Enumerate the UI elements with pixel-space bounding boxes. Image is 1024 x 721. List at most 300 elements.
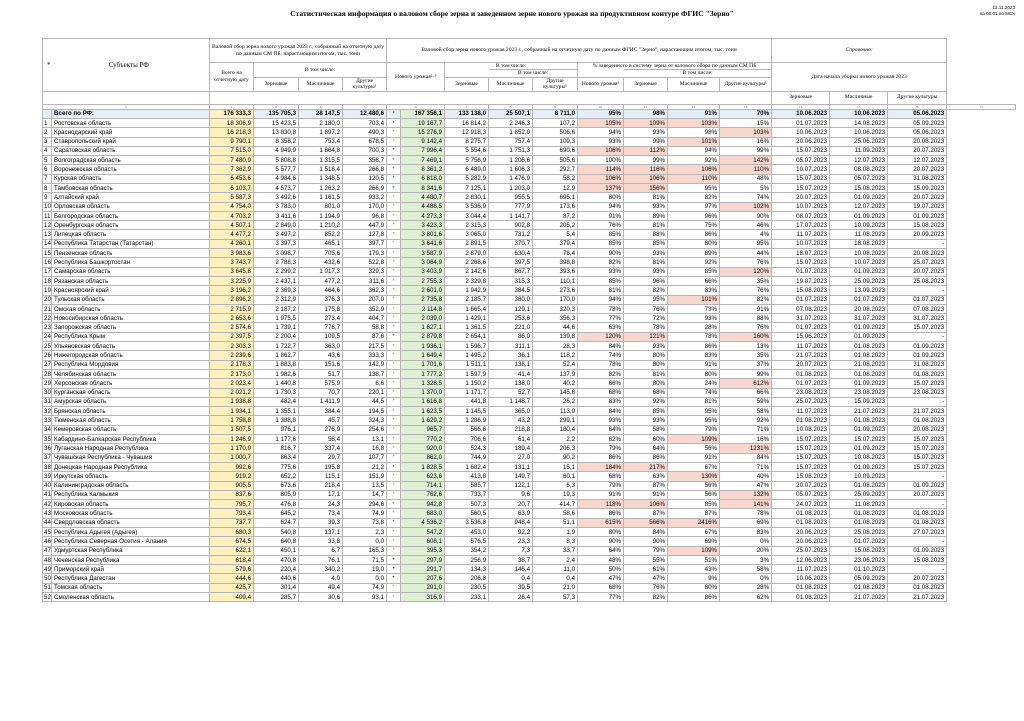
percent-cell: 95% xyxy=(668,407,720,416)
percent-cell: 76% xyxy=(720,258,772,267)
percent-cell: 51% xyxy=(668,555,720,564)
date-cell: 15.07.2023 xyxy=(888,453,947,462)
region-name: Республика Калмыкия xyxy=(52,490,210,499)
percent-cell: 63% xyxy=(578,323,624,332)
column-number: 5 xyxy=(343,104,387,109)
value-cell: 176 333,3 xyxy=(210,109,254,118)
value-cell: 3 743,7 xyxy=(210,258,254,267)
value-cell: 170,0 xyxy=(343,202,387,211)
date-cell: 01.09.2023 xyxy=(830,332,888,341)
date-cell: 11.08.2023 xyxy=(830,230,888,239)
percent-cell: 116% xyxy=(624,165,668,174)
percent-cell: 81% xyxy=(624,369,668,378)
row-index: 39 xyxy=(44,472,51,480)
percent-cell: 99% xyxy=(720,146,772,155)
value-cell: 39,5 xyxy=(489,583,533,592)
percent-cell: 74% xyxy=(668,388,720,397)
percent-cell: 109% xyxy=(668,435,720,444)
row-index: 51 xyxy=(44,584,51,592)
region-name: Смоленская область xyxy=(52,593,210,602)
date-cell: 07.08.2023 xyxy=(888,304,947,313)
new-harvest-value: 15 276,9 xyxy=(401,128,445,137)
date-cell: 01.09.2023 xyxy=(830,425,888,434)
percent-cell: 83% xyxy=(668,351,720,360)
percent-cell: 93% xyxy=(578,416,624,425)
percent-cell: 96% xyxy=(668,211,720,220)
row-index: 43 xyxy=(44,510,51,518)
value-cell: 948,4 xyxy=(489,518,533,527)
date-cell: 25.06.2023 xyxy=(830,137,888,146)
date-cell: 01.08.2023 xyxy=(772,416,830,425)
percent-cell: 99% xyxy=(624,137,668,146)
value-cell: 30,6 xyxy=(299,593,343,602)
star-marker: * xyxy=(47,60,51,69)
table-row xyxy=(43,118,1016,127)
region-name: Пензенская область xyxy=(52,249,210,258)
value-cell: 1 361,5 xyxy=(445,323,489,332)
row-index: 32 xyxy=(44,407,51,415)
grain3-header: Зерновые xyxy=(624,77,668,91)
percent-cell: 66% xyxy=(668,276,720,285)
value-cell: 57,3 xyxy=(533,593,578,602)
value-cell: 440,6 xyxy=(254,574,299,583)
date-cell: 20.08.2023 xyxy=(888,249,947,258)
percent-cell: 94% xyxy=(578,202,624,211)
new-harvest-value: 291,0 xyxy=(401,583,445,592)
value-cell: 1 507,5 xyxy=(210,425,254,434)
row-index: 31 xyxy=(44,398,51,406)
value-cell: 74,9 xyxy=(343,583,387,592)
percent-cell: 90% xyxy=(578,249,624,258)
new-harvest-value: 1 328,5 xyxy=(401,379,445,388)
row-index: 25 xyxy=(44,342,51,350)
column-number: 3 xyxy=(254,104,299,109)
table-row xyxy=(43,332,1016,341)
percent-cell: 80% xyxy=(668,369,720,378)
status-dot: • xyxy=(387,351,401,360)
date-cell: 05.07.2023 xyxy=(772,490,830,499)
region-name: Республика Крым xyxy=(52,332,210,341)
new-harvest-value: 4 273,3 xyxy=(401,211,445,220)
value-cell: 109,3 xyxy=(533,137,578,146)
percent-cell: 15% xyxy=(720,118,772,127)
value-cell: 1 982,6 xyxy=(254,369,299,378)
value-cell: 680,3 xyxy=(210,527,254,536)
value-cell: 2 178,3 xyxy=(210,360,254,369)
value-cell: 12 918,3 xyxy=(445,128,489,137)
region-name: Брянская область xyxy=(52,407,210,416)
table-row xyxy=(43,565,1016,574)
row-index: 15 xyxy=(44,249,51,257)
value-cell: 1 286,9 xyxy=(445,416,489,425)
date-cell: 10.06.2023 xyxy=(830,128,888,137)
percent-cell: 76% xyxy=(624,583,668,592)
column-number: 8 xyxy=(489,104,533,109)
value-cell: 379,4 xyxy=(533,239,578,248)
date-cell: 10.07.2023 xyxy=(830,258,888,267)
table-row xyxy=(43,574,1016,583)
value-cell: 76,1 xyxy=(299,555,343,564)
column-number: 12 xyxy=(668,104,720,109)
row-index: 42 xyxy=(44,500,51,508)
value-cell: 1 682,4 xyxy=(445,462,489,471)
column-number: 1 xyxy=(43,104,210,109)
value-cell: 2 896,2 xyxy=(210,295,254,304)
new-harvest-value: 547,2 xyxy=(401,527,445,536)
percent-cell: 82% xyxy=(668,193,720,202)
value-cell: 575,9 xyxy=(299,379,343,388)
value-cell: 2 200,4 xyxy=(254,332,299,341)
table-row xyxy=(43,304,1016,313)
date-cell: 31.08.2023 xyxy=(888,174,947,183)
region-name: Орловская область xyxy=(52,202,210,211)
value-cell: 450,1 xyxy=(254,546,299,555)
value-cell: 25 507,1 xyxy=(489,109,533,118)
date-cell: 01.09.2023 xyxy=(888,342,947,351)
value-cell: 482,4 xyxy=(254,397,299,406)
value-cell: 744,9 xyxy=(445,453,489,462)
status-dot: • xyxy=(387,425,401,434)
date-cell: - xyxy=(888,565,947,574)
row-index: 49 xyxy=(44,565,51,573)
grain-statistics-table xyxy=(42,38,1016,602)
percent-cell: 86% xyxy=(578,453,624,462)
value-cell: 776,7 xyxy=(299,323,343,332)
region-name: Республика Башкортостан xyxy=(52,258,210,267)
value-cell: 16 814,2 xyxy=(445,118,489,127)
percent-cell: 114% xyxy=(578,165,624,174)
value-cell: 138,0 xyxy=(489,379,533,388)
value-cell: 706,6 xyxy=(445,435,489,444)
value-cell: 2 023,4 xyxy=(210,379,254,388)
value-cell: 58,2 xyxy=(533,174,578,183)
value-cell: 44,6 xyxy=(533,323,578,332)
region-name: Омская область xyxy=(52,304,210,313)
value-cell: 441,8 xyxy=(445,397,489,406)
percent-cell: 5% xyxy=(720,184,772,193)
value-cell: 8 358,2 xyxy=(254,137,299,146)
table-row xyxy=(43,267,1016,276)
value-cell: 17,1 xyxy=(299,490,343,499)
date-cell: 10.08.2023 xyxy=(772,425,830,434)
value-cell: 9,6 xyxy=(489,490,533,499)
new-harvest-value: 1 627,1 xyxy=(401,323,445,332)
value-cell: 220,4 xyxy=(254,565,299,574)
date-cell: 05.09.2023 xyxy=(888,118,947,127)
table-row xyxy=(43,230,1016,239)
new-harvest-value: 623,6 xyxy=(401,472,445,481)
percent-cell: 97% xyxy=(668,202,720,211)
percent-cell: 80% xyxy=(578,193,624,202)
percent-cell: 81% xyxy=(624,221,668,230)
value-cell: 78,4 xyxy=(533,249,578,258)
new-harvest-value: 8 361,2 xyxy=(401,165,445,174)
column-number: 14 xyxy=(772,104,830,109)
percent-cell: 130% xyxy=(668,472,720,481)
percent-cell: 3% xyxy=(720,555,772,564)
region-name: Московская область xyxy=(52,509,210,518)
status-dot: • xyxy=(387,146,401,155)
column-number: 17 xyxy=(947,104,1016,109)
value-cell: 299,1 xyxy=(533,416,578,425)
value-cell: 5 808,8 xyxy=(254,156,299,165)
value-cell: 1 177,6 xyxy=(254,435,299,444)
date-cell: 10.08.2023 xyxy=(830,453,888,462)
row-index: 2 xyxy=(43,128,52,137)
grain2-header: Зерновые xyxy=(445,77,489,91)
table-row xyxy=(43,184,1016,193)
date-cell: 01.07.2023 xyxy=(772,295,830,304)
date-cell: 23.08.2023 xyxy=(772,388,830,397)
percent-cell: 66% xyxy=(720,388,772,397)
column-number: 7 xyxy=(445,104,489,109)
value-cell: 18 306,9 xyxy=(210,118,254,127)
value-cell: 3 536,9 xyxy=(445,202,489,211)
value-cell: 2 142,6 xyxy=(445,267,489,276)
value-cell: 127,8 xyxy=(343,230,387,239)
oil3-header: Масличные xyxy=(668,77,720,91)
value-cell: 2 299,2 xyxy=(254,267,299,276)
value-cell: 955,5 xyxy=(489,193,533,202)
new-harvest-value: 3 064,9 xyxy=(401,258,445,267)
date-cell: 11.08.2023 xyxy=(830,500,888,509)
date-cell: 27.07.2023 xyxy=(888,527,947,536)
value-cell: 757,4 xyxy=(489,137,533,146)
percent-cell: 59% xyxy=(720,397,772,406)
value-cell: 365,0 xyxy=(489,407,533,416)
value-cell: 522,8 xyxy=(343,258,387,267)
value-cell: 863,4 xyxy=(254,453,299,462)
table-row xyxy=(43,146,1016,155)
row-index: 33 xyxy=(44,417,51,425)
percent-cell: 37% xyxy=(720,360,772,369)
region-name: Липецкая область xyxy=(52,230,210,239)
value-cell: 2 830,1 xyxy=(445,193,489,202)
value-cell: 170,0 xyxy=(533,295,578,304)
percent-cell: 93% xyxy=(624,202,668,211)
percent-cell: 58% xyxy=(720,407,772,416)
status-dot: • xyxy=(387,286,401,295)
value-cell: 566,6 xyxy=(445,425,489,434)
value-cell: 1 511,1 xyxy=(445,360,489,369)
value-cell: 7 125,1 xyxy=(445,184,489,193)
value-cell: 477,2 xyxy=(299,276,343,285)
value-cell: 173,6 xyxy=(533,202,578,211)
value-cell: 3 397,3 xyxy=(254,239,299,248)
value-cell: 2 303,3 xyxy=(210,342,254,351)
value-cell: 38,7 xyxy=(489,555,533,564)
date-cell: 01.07.2023 xyxy=(830,295,888,304)
value-cell: 524,3 xyxy=(445,444,489,453)
region-name: Тульская область xyxy=(52,295,210,304)
value-cell: 777,9 xyxy=(489,202,533,211)
percent-cell: 78% xyxy=(624,323,668,332)
region-name: Луганская Народная Республика xyxy=(52,444,210,453)
value-cell: 43,6 xyxy=(299,351,343,360)
status-dot: • xyxy=(387,509,401,518)
row-index: 28 xyxy=(44,370,51,378)
value-cell: 465,1 xyxy=(299,239,343,248)
value-cell: 8 275,7 xyxy=(445,137,489,146)
percent-cell: 48% xyxy=(578,555,624,564)
value-cell: 1 596,7 xyxy=(445,342,489,351)
percent-cell: 80% xyxy=(624,360,668,369)
percent-cell: 99% xyxy=(720,369,772,378)
percent-cell: 93% xyxy=(578,137,624,146)
percent-cell: 83% xyxy=(720,527,772,536)
percent-cell: 106% xyxy=(624,174,668,183)
value-cell: 992,6 xyxy=(210,462,254,471)
date-cell: 19.07.2023 xyxy=(772,276,830,285)
date-cell: 15.08.2023 xyxy=(830,184,888,193)
date-cell: 12.06.2023 xyxy=(772,555,830,564)
percent-cell: 67% xyxy=(668,527,720,536)
value-cell: 220,1 xyxy=(343,388,387,397)
percent-cell: 71% xyxy=(720,462,772,471)
percent-cell: 85% xyxy=(668,500,720,509)
value-cell: 362,3 xyxy=(343,286,387,295)
value-cell: 26,4 xyxy=(489,593,533,602)
table-row xyxy=(43,527,1016,536)
percent-cell: 76% xyxy=(720,323,772,332)
percent-cell: 80% xyxy=(668,583,720,592)
row-index: 19 xyxy=(44,286,51,294)
percent-cell: 103% xyxy=(720,128,772,137)
percent-cell: 68% xyxy=(624,388,668,397)
percent-cell: 77% xyxy=(578,314,624,323)
value-cell: 2 397,5 xyxy=(210,332,254,341)
percent-cell: 84% xyxy=(720,453,772,462)
value-cell: 852,2 xyxy=(299,230,343,239)
region-name: Донецкая Народная Республика xyxy=(52,462,210,471)
status-dot: • xyxy=(387,397,401,406)
value-cell: 19,0 xyxy=(343,565,387,574)
value-cell: 1 145,5 xyxy=(445,407,489,416)
percent-cell: 80% xyxy=(624,379,668,388)
value-cell: 674,5 xyxy=(210,537,254,546)
date-cell: 10.06.2023 xyxy=(772,574,830,583)
percent-cell: 612% xyxy=(720,379,772,388)
value-cell: 2 574,6 xyxy=(210,323,254,332)
new-harvest-value: 1 623,5 xyxy=(401,407,445,416)
value-cell: 1 852,0 xyxy=(489,128,533,137)
value-cell: 2 369,3 xyxy=(254,286,299,295)
total-row xyxy=(43,109,1016,118)
percent-cell: 83% xyxy=(578,397,624,406)
new-harvest-value: 714,1 xyxy=(401,481,445,490)
value-cell: 19,3 xyxy=(533,490,578,499)
region-name: Чеченская Республика xyxy=(52,555,210,564)
percent-cell: 615% xyxy=(578,518,624,527)
percent-cell: 93% xyxy=(578,267,624,276)
table-row xyxy=(43,472,1016,481)
value-cell: 1 161,5 xyxy=(299,193,343,202)
date-cell: 10.07.2023 xyxy=(772,202,830,211)
value-cell: 195,8 xyxy=(299,462,343,471)
new-harvest-value: 862,0 xyxy=(401,453,445,462)
date-cell: 01.07.2023 xyxy=(888,295,947,304)
value-cell: 2 715,9 xyxy=(210,304,254,313)
value-cell: 630,4 xyxy=(489,249,533,258)
value-cell: 58,8 xyxy=(343,323,387,332)
status-dot: • xyxy=(387,184,401,193)
status-dot: • xyxy=(387,500,401,509)
value-cell: 311,1 xyxy=(489,342,533,351)
status-dot: • xyxy=(387,221,401,230)
value-cell: 189,4 xyxy=(489,444,533,453)
value-cell: 363,0 xyxy=(299,342,343,351)
value-cell: 333,3 xyxy=(343,351,387,360)
date-cell: 14.08.2023 xyxy=(830,118,888,127)
row-index: 14 xyxy=(44,240,51,248)
table-row xyxy=(43,156,1016,165)
new-harvest-value: 7 469,1 xyxy=(401,156,445,165)
column-number: 4 xyxy=(299,104,343,109)
table-row xyxy=(43,351,1016,360)
date-cell: 21.07.2023 xyxy=(830,407,888,416)
percent-cell: 86% xyxy=(668,593,720,602)
date-cell: 31.07.2023 xyxy=(772,314,830,323)
value-cell: 13 830,8 xyxy=(254,128,299,137)
status-dot: • xyxy=(387,388,401,397)
value-cell: 905,5 xyxy=(210,481,254,490)
new-harvest-value: 1 936,1 xyxy=(401,342,445,351)
region-name: Алтайский край xyxy=(52,193,210,202)
percent-cell: 20% xyxy=(720,546,772,555)
table-row xyxy=(43,314,1016,323)
new-harvest-value: 965,7 xyxy=(401,425,445,434)
percent-cell: 109% xyxy=(624,118,668,127)
value-cell: 146,4 xyxy=(489,565,533,574)
row-index: 38 xyxy=(44,463,51,471)
value-cell: 2,4 xyxy=(533,555,578,564)
value-cell: 135 705,3 xyxy=(254,109,299,118)
value-cell: 1 883,8 xyxy=(254,360,299,369)
table-row xyxy=(43,165,1016,174)
value-cell: 39,3 xyxy=(299,518,343,527)
percent-cell: 90% xyxy=(578,537,624,546)
date-cell: 20.07.2023 xyxy=(888,490,947,499)
value-cell: 1 141,7 xyxy=(489,211,533,220)
region-name: Всего по РФ: xyxy=(52,109,210,118)
value-cell: 320,3 xyxy=(533,304,578,313)
value-cell: 678,5 xyxy=(343,137,387,146)
date-cell: 25.08.2023 xyxy=(830,527,888,536)
value-cell: 6,7 xyxy=(299,546,343,555)
new-harvest-value: 8 341,6 xyxy=(401,184,445,193)
region-name: Кемеровская область xyxy=(52,425,210,434)
value-cell: 129,1 xyxy=(489,304,533,313)
value-cell: 507,3 xyxy=(445,500,489,509)
percent-cell: 79% xyxy=(578,444,624,453)
date-cell: 15.07.2023 xyxy=(830,435,888,444)
date-cell: 01.08.2023 xyxy=(772,369,830,378)
row-index: 4 xyxy=(43,146,52,155)
value-cell: 41,4 xyxy=(489,369,533,378)
status-dot: • xyxy=(387,118,401,127)
date-cell: 20.08.2023 xyxy=(888,137,947,146)
value-cell: 476,8 xyxy=(254,500,299,509)
percent-cell: 78% xyxy=(668,332,720,341)
reference-header: Справочно: xyxy=(772,39,947,63)
table-row xyxy=(43,500,1016,509)
table-row xyxy=(43,276,1016,285)
row-index: 41 xyxy=(44,491,51,499)
status-dot: • xyxy=(387,416,401,425)
date-cell: 01.08.2023 xyxy=(888,583,947,592)
date-cell: 25.07.2023 xyxy=(772,397,830,406)
percent-cell: 90% xyxy=(720,211,772,220)
